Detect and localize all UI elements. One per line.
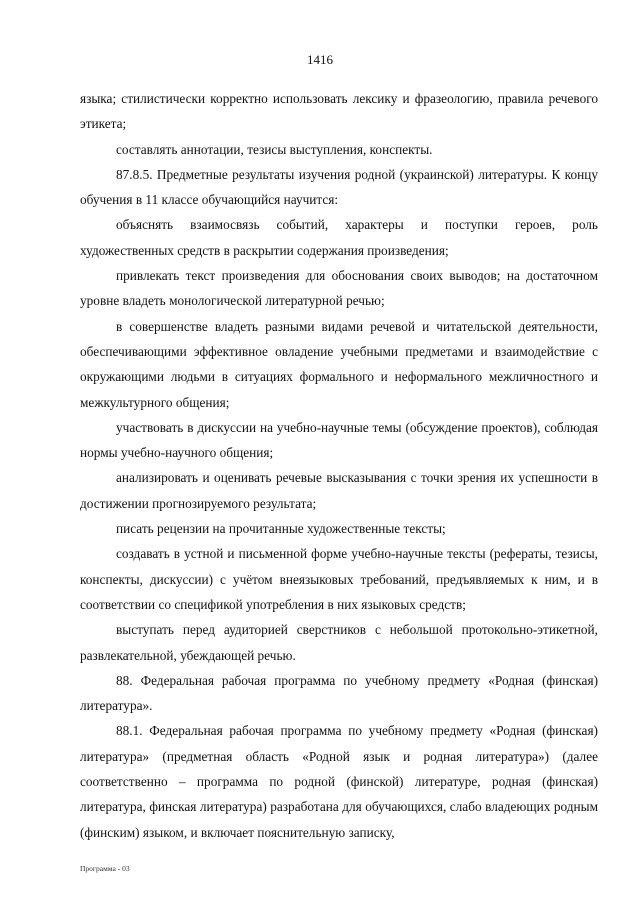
section-heading-paragraph: 88. Федеральная рабочая программа по учебному предмету «Родная (финская) литература». xyxy=(80,672,598,714)
paragraph: составлять аннотации, тезисы выступления, конспекты. xyxy=(116,141,433,157)
paragraph: создавать в устной и письменной форме учебно-научные тексты (рефераты, тезисы, конспекты, дискуссии) с учётом внеязыковых требований, предъявляемых к ним, и в соответствии со спецификой употребления в них языковых средств; xyxy=(80,546,598,612)
paragraph: выступать перед аудиторией сверстников с небольшой протокольно-этикетной, развлекательной, убеждающей речью. xyxy=(80,622,598,663)
paragraph: писать рецензии на прочитанные художественные тексты; xyxy=(116,521,446,537)
page-number: 1416 xyxy=(307,52,333,67)
paragraph: языка; стилистически корректно использовать лексику и фразеологию, правила речевого этикета; xyxy=(80,91,598,132)
paragraph: привлекать текст произведения для обоснования своих выводов; на достаточном уровне владеть монологической литературной речью; xyxy=(80,268,598,309)
footer-label: Программа - 03 xyxy=(80,864,130,873)
paragraph: 87.8.5. Предметные результаты изучения родной (украинской) литературы. К концу обучения в 11 классе обучающийся научится: xyxy=(80,166,598,208)
paragraph: объяснять взаимосвязь событий, характеры и поступки героев, роль художественных средств в раскрытии содержания произведения; xyxy=(80,217,598,258)
paragraph: анализировать и оценивать речевые высказывания с точки зрения их успешности в достижении прогнозируемого результата; xyxy=(80,470,598,511)
body-text xyxy=(80,86,598,845)
paragraph: участвовать в дискуссии на учебно-научные темы (обсуждение проектов), соблюдая нормы учебно-научного общения; xyxy=(80,419,598,461)
paragraph: в совершенстве владеть разными видами речевой и читательской деятельности, обеспечивающими эффективное овладение учебными предметами и взаимодействие с окружающими людьми в ситуациях формального и неформального межличностного и межкультурного общения; xyxy=(80,318,598,410)
paragraph: 88.1. Федеральная рабочая программа по учебному предмету «Родная (финская) литература» (предметная область «Родной язык и родная литература») (далее соответственно – программа по родной (финской) литературе, родная (финская) литература, финская литература) разработана для обучающихся, слабо владеющих родным (финским) языком, и включает пояснительную записку, xyxy=(80,723,598,840)
